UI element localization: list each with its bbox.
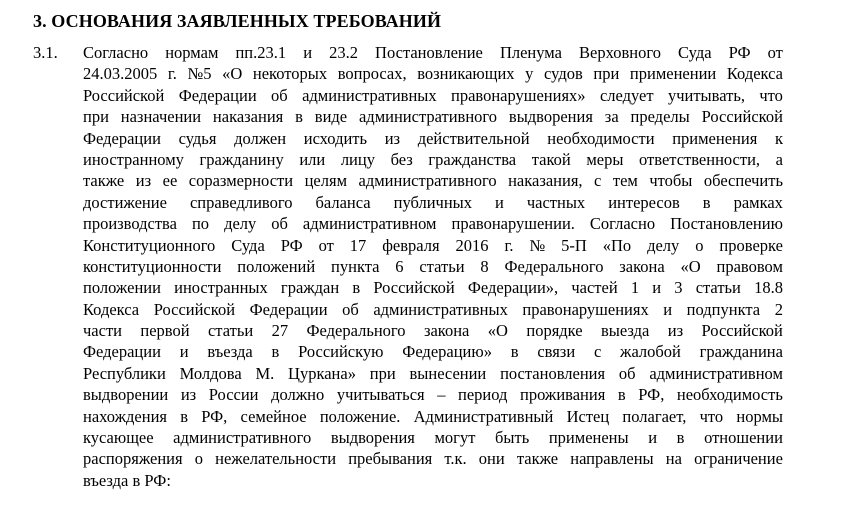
paragraph-line: также из ее соразмерности целям административного наказания, с тем чтобы обеспечить <box>83 171 783 191</box>
paragraph-line: Конституционного Суда РФ от 17 февраля 2016 г. № 5-П «По делу о проверке <box>83 235 783 255</box>
paragraph-line: положении иностранных граждан в Российской Федерации», частей 1 и 3 статьи 18.8 <box>83 278 783 298</box>
paragraph-line: Республики Молдова М. Цуркана» при вынесении постановления об административном <box>83 363 783 383</box>
paragraph-line: достижение справедливого баланса публичных и частных интересов в рамках <box>83 192 783 212</box>
paragraph-line: кусающее административного выдворения могут быть применены и в отношении <box>83 428 783 448</box>
section-heading: 3. ОСНОВАНИЯ ЗАЯВЛЕННЫХ ТРЕБОВАНИЙ <box>33 11 442 31</box>
paragraph-line: конституционности положений пункта 6 статьи 8 Федерального закона «О правовом <box>83 256 783 276</box>
paragraph-line: при назначении наказания в виде административного выдворения за пределы Российской <box>83 107 783 127</box>
paragraph-line: распоряжения о нежелательности пребывания т.к. они также направлены на ограничение <box>83 449 783 469</box>
paragraph-line: выдворении из России должно учитываться – период проживания в РФ, необходимость <box>83 385 783 405</box>
paragraph-line: части первой статьи 27 Федерального закона «О порядке выезда из Российской <box>83 321 783 341</box>
paragraph-line: нахождения в РФ, семейное положение. Административный Истец полагает, что нормы <box>83 406 783 426</box>
paragraph-line: Федерации и въезда в Российскую Федерацию» в связи с жалобой гражданина <box>83 342 783 362</box>
paragraph-line: Федерации судья должен исходить из действительной необходимости применения к <box>83 128 783 148</box>
paragraph-line: иностранному гражданину или лицу без гражданства такой меры ответственности, а <box>83 149 783 169</box>
paragraph-line: Согласно нормам пп.23.1 и 23.2 Постановление Пленума Верховного Суда РФ от <box>83 43 783 62</box>
paragraph-line: Российской Федерации об административных правонарушениях» следует учитывать, что <box>83 85 783 105</box>
paragraph-line: въезда в РФ: <box>83 470 171 490</box>
clause-paragraph <box>83 42 783 491</box>
paragraph-line: 24.03.2005 г. №5 «О некоторых вопросах, возникающих у судов при применении Кодекса <box>83 64 783 84</box>
paragraph-line: производства по делу об административном правонарушении. Согласно Постановлению <box>83 214 783 234</box>
clause-number: 3.1. <box>33 43 58 62</box>
paragraph-line: Кодекса Российской Федерации об административных правонарушениях и подпункта 2 <box>83 299 783 319</box>
